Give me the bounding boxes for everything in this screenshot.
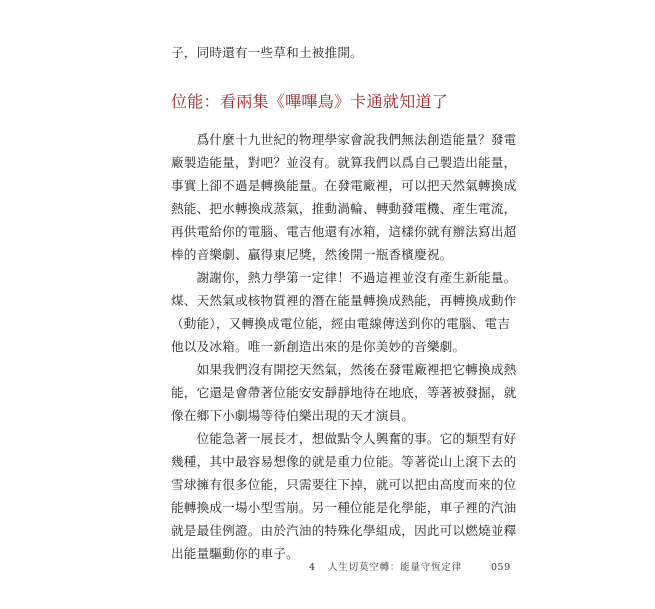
text-line: 出能量驅動你的車子。	[171, 546, 299, 561]
text-line: 像在鄉下小劇場等待伯樂出現的天才演員。	[171, 408, 415, 423]
text-line: 廠製造能量，對吧？並沒有。就算我們以爲自己製造出能量，	[171, 155, 517, 170]
text-line: 能轉換成一場小型雪崩。另一種位能是化學能，車子裡的汽油	[171, 500, 517, 515]
text-line: 再供電給你的電腦、電吉他還有冰箱，這樣你就有辦法寫出超	[171, 224, 517, 239]
top-paragraph	[171, 41, 489, 64]
paragraph-4	[171, 427, 517, 565]
text-line: 棒的音樂劇、贏得東尼獎，然後開一瓶香檳慶祝。	[171, 247, 453, 262]
text-line: 爲什麼十九世紀的物理學家會說我們無法創造能量？發電	[171, 132, 517, 147]
text-line: 謝謝你，熱力學第一定律！不過這裡並沒有產生新能量。	[171, 270, 517, 285]
text-line: 能，它還是會帶著位能安安靜靜地待在地底，等著被發掘，就	[171, 385, 517, 400]
text-line: 幾種，其中最容易想像的就是重力位能。等著從山上滾下去的	[171, 454, 517, 469]
chapter-title: 人生切莫空轉：能量守恆定律	[328, 562, 462, 573]
text-line: 位能急著一展長才，想做點令人興奮的事。它的類型有好	[171, 431, 517, 446]
page-number: 059	[491, 562, 511, 573]
text-line: 他以及冰箱。唯一新創造出來的是你美妙的音樂劇。	[171, 339, 466, 354]
text-line: 熱能、把水轉換成蒸氣，推動渦輪、轉動發電機、產生電流，	[171, 201, 517, 216]
page-footer	[309, 562, 511, 574]
text-line: 就是最佳例證。由於汽油的特殊化學組成，因此可以燃燒並釋	[171, 523, 517, 538]
text-line: （動能），又轉換成電位能，經由電線傳送到你的電腦、電吉	[171, 316, 511, 331]
text-line: 如果我們沒有開挖天然氣，然後在發電廠裡把它轉換成熱	[171, 362, 517, 377]
section-heading: 位能：看兩集《嗶嗶鳥》卡通就知道了	[171, 92, 449, 111]
paragraph-3	[171, 358, 517, 427]
chapter-number: 4	[309, 562, 316, 573]
paragraph-2	[171, 266, 517, 358]
text-line: 煤、天然氣或核物質裡的潛在能量轉換成熱能，再轉換成動作	[171, 293, 517, 308]
paragraph-1	[171, 128, 517, 266]
text-line: 子，同時還有一些草和土被推開。	[171, 45, 363, 60]
text-line: 雪球擁有很多位能，只需要往下掉，就可以把由高度而來的位	[171, 477, 517, 492]
text-line: 事實上卻不過是轉換能量。在發電廠裡，可以把天然氣轉換成	[171, 178, 517, 193]
